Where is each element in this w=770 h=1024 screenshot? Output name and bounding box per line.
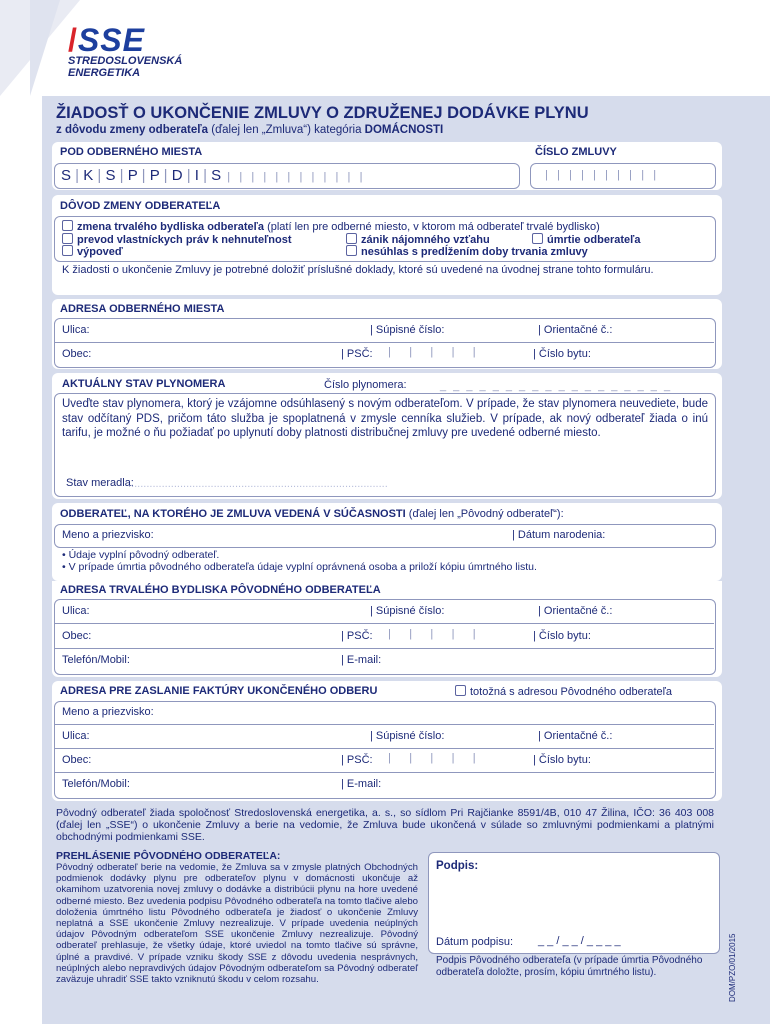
meter-number-label: Číslo plynomera: xyxy=(324,379,407,391)
contract-number-input[interactable]: | | | | | | | | | | xyxy=(530,163,716,189)
orientation-number-field[interactable]: | Orientačné č.: xyxy=(538,324,613,336)
name-field[interactable]: Meno a priezvisko: xyxy=(62,529,154,541)
supply-address-header: ADRESA ODBERNÉHO MIESTA xyxy=(60,303,225,315)
original-customer-note-1: • Údaje vyplní pôvodný odberateľ. xyxy=(62,549,220,561)
logo-line-2: ENERGETIKA xyxy=(68,67,141,79)
reason-header: DÔVOD ZMENY ODBERATEĽA xyxy=(60,200,221,212)
checkbox[interactable] xyxy=(455,685,466,696)
postal-code-field[interactable]: | PSČ: xyxy=(341,754,373,766)
birth-date-field[interactable]: | Dátum narodenia: xyxy=(512,529,606,541)
phone-field[interactable]: Telefón/Mobil: xyxy=(62,778,130,790)
orientation-number-field[interactable]: | Orientačné č.: xyxy=(538,605,613,617)
original-customer-note-2: • V prípade úmrtia pôvodného odberateľa údaje vyplní oprávnená osoba a priloží kópiu úmrtného listu. xyxy=(62,561,537,573)
contract-number-label: ČÍSLO ZMLUVY xyxy=(535,146,617,158)
checkbox[interactable] xyxy=(346,245,357,256)
meter-reading-label: Stav meradla: xyxy=(66,477,134,489)
checkbox[interactable] xyxy=(62,220,73,231)
house-number-field[interactable]: | Súpisné číslo: xyxy=(370,605,445,617)
reason-note: K žiadosti o ukončenie Zmluvy je potrebné doložiť príslušné doklady, ktoré sú uvedené na úvodnej strane tohto formuláru. xyxy=(62,264,654,276)
declaration-header: PREHLÁSENIE PÔVODNÉHO ODBERATEĽA: xyxy=(56,850,281,862)
pod-value: S | K | S | P | P | D | I | S | | | | | | | | | | | | xyxy=(61,167,363,184)
street-field[interactable]: Ulica: xyxy=(62,730,90,742)
reason-option-transfer[interactable]: prevod vlastníckych práv k nehnuteľnost xyxy=(62,233,292,246)
city-field[interactable]: Obec: xyxy=(62,630,92,642)
meter-number-input[interactable]: _ _ _ _ _ _ _ _ _ _ _ _ _ _ _ _ _ _ xyxy=(440,380,673,392)
signature-date-input[interactable]: _ _ / _ _ / _ _ _ _ xyxy=(538,935,621,947)
postal-code-field[interactable]: | PSČ: xyxy=(341,630,373,642)
header xyxy=(0,0,770,96)
city-field[interactable]: Obec: xyxy=(62,754,92,766)
logo-stripe-shape xyxy=(30,0,60,96)
pod-label: POD ODBERNÉHO MIESTA xyxy=(60,146,203,158)
apartment-number-field[interactable]: | Číslo bytu: xyxy=(533,630,591,642)
reason-option-residence[interactable]: zmena trvalého bydliska odberateľa (platí len pre odberné miesto, v ktorom má odberateľ trvalé bydlisko) xyxy=(62,220,600,233)
phone-field[interactable]: Telefón/Mobil: xyxy=(62,654,130,666)
pod-input[interactable] xyxy=(54,163,520,189)
declaration-text: Pôvodný odberateľ berie na vedomie, že Zmluva sa v zmysle platných Obchodných podmienok dodávky plynu pre odberateľov plynu v domácnosti ukončuje až okamihom uzatvorenia novej zmluvy o dodávke a distribúcii plynu na hore uvedené odberné miesto. Bez uvedenia podpisu Pôvodného odberateľa na tomto tlačive alebo doloženia úmrtného listu Pôvodného odberateľa je žiadosť o ukončenie Zmluvy neplatná a SSE ukončenie Zmluvy nezrealizuje. V prípade uvedenia neúplných údajov Pôvodným odberateľom SSE ukončenie Zmluvy nezrealizuje. Pôvodný odberateľ prehlasuje, že všetky údaje, ktoré uviedol na tomto tlačive sú správne, úplné a pravdivé. V prípade vzniku škody SSE z dôvodu uvedenia nesprávnych, neúplných alebo nepravdivých údajov Pôvodným odberateľom sa Pôvodný odberateľ zaväzuje uhradiť SSE takto vzniknutú škodu v celom rozsahu. xyxy=(56,862,418,986)
logo-mark: /SSE xyxy=(68,22,145,58)
reason-option-disagreement[interactable]: nesúhlas s predĺžením doby trvania zmluvy xyxy=(346,245,588,258)
meter-reading-input[interactable]: ..................................................................................... xyxy=(128,478,388,490)
name-field[interactable]: Meno a priezvisko: xyxy=(62,706,154,718)
checkbox[interactable] xyxy=(532,233,543,244)
checkbox[interactable] xyxy=(62,233,73,244)
meter-header: AKTUÁLNY STAV PLYNOMERA xyxy=(62,378,226,390)
signature-label: Podpis: xyxy=(436,860,479,872)
signature-note: Podpis Pôvodného odberateľa (v prípade úmrtia Pôvodného odberateľa doložte, prosím, kópiu úmrtného listu). xyxy=(436,955,703,978)
form-title: ŽIADOSŤ O UKONČENIE ZMLUVY O ZDRUŽENEJ DODÁVKE PLYNU xyxy=(56,104,589,122)
street-field[interactable]: Ulica: xyxy=(62,605,90,617)
same-as-original-checkbox[interactable]: totožná s adresou Pôvodného odberateľa xyxy=(455,685,672,698)
signature-date-label: Dátum podpisu: xyxy=(436,936,514,948)
invoice-address-header: ADRESA PRE ZASLANIE FAKTÚRY UKONČENÉHO ODBERU xyxy=(60,685,378,697)
form-subtitle: z dôvodu zmeny odberateľa (ďalej len „Zmluva“) kategória DOMÁCNOSTI xyxy=(56,124,444,136)
residence-address-header: ADRESA TRVALÉHO BYDLISKA PÔVODNÉHO ODBERATEĽA xyxy=(60,584,381,596)
city-field[interactable]: Obec: xyxy=(62,348,92,360)
divider xyxy=(54,648,714,649)
divider xyxy=(54,342,714,343)
house-number-field[interactable]: | Súpisné číslo: xyxy=(370,324,445,336)
reason-option-death[interactable]: úmrtie odberateľa xyxy=(532,233,640,246)
checkbox[interactable] xyxy=(346,233,357,244)
divider xyxy=(54,772,714,773)
sse-logo xyxy=(68,22,183,79)
street-field[interactable]: Ulica: xyxy=(62,324,90,336)
form-code: DOM/PZO/01/2015 xyxy=(728,933,737,1002)
orientation-number-field[interactable]: | Orientačné č.: xyxy=(538,730,613,742)
original-customer-header: ODBERATEĽ, NA KTORÉHO JE ZMLUVA VEDENÁ V SÚČASNOSTI (ďalej len „Pôvodný odberateľ“): xyxy=(60,508,564,520)
checkbox[interactable] xyxy=(62,245,73,256)
divider xyxy=(54,623,714,624)
meter-instructions: Uveďte stav plynomera, ktorý je vzájomne odsúhlasený s novým odberateľom. V prípade, že stav plynomera neuvediete, bude stav odčítaný PDS, pričom táto služba je spoplatnená v zmysle cenníka služieb. V prípade, ak nový odberateľ žiada o inú tarifu, je možné o ňu požiadať po uplynutí doby platnosti distribučnej zmluvy pre uvedené odberné miesto. xyxy=(62,398,708,439)
reason-option-lease-end[interactable]: zánik nájomného vzťahu xyxy=(346,233,490,246)
reason-option-termination[interactable]: výpoveď xyxy=(62,245,123,258)
email-field[interactable]: | E-mail: xyxy=(341,778,382,790)
house-number-field[interactable]: | Súpisné číslo: xyxy=(370,730,445,742)
request-statement: Pôvodný odberateľ žiada spoločnosť Stredoslovenská energetika, a. s., so sídlom Pri Rajčianke 8591/4B, 010 47 Žilina, IČO: 36 403 008 (ďalej len „SSE“) o ukončenie Zmluvy a berie na vedomie, že Zmluva bude ukončená v súlade so zmluvnými podmienkami a platnými obchodnými podmienkami SSE. xyxy=(56,807,714,843)
email-field[interactable]: | E-mail: xyxy=(341,654,382,666)
postal-code-field[interactable]: | PSČ: xyxy=(341,348,373,360)
divider xyxy=(54,724,714,725)
apartment-number-field[interactable]: | Číslo bytu: xyxy=(533,754,591,766)
logo-line-1: STREDOSLOVENSKÁ xyxy=(68,55,183,67)
apartment-number-field[interactable]: | Číslo bytu: xyxy=(533,348,591,360)
divider xyxy=(54,748,714,749)
